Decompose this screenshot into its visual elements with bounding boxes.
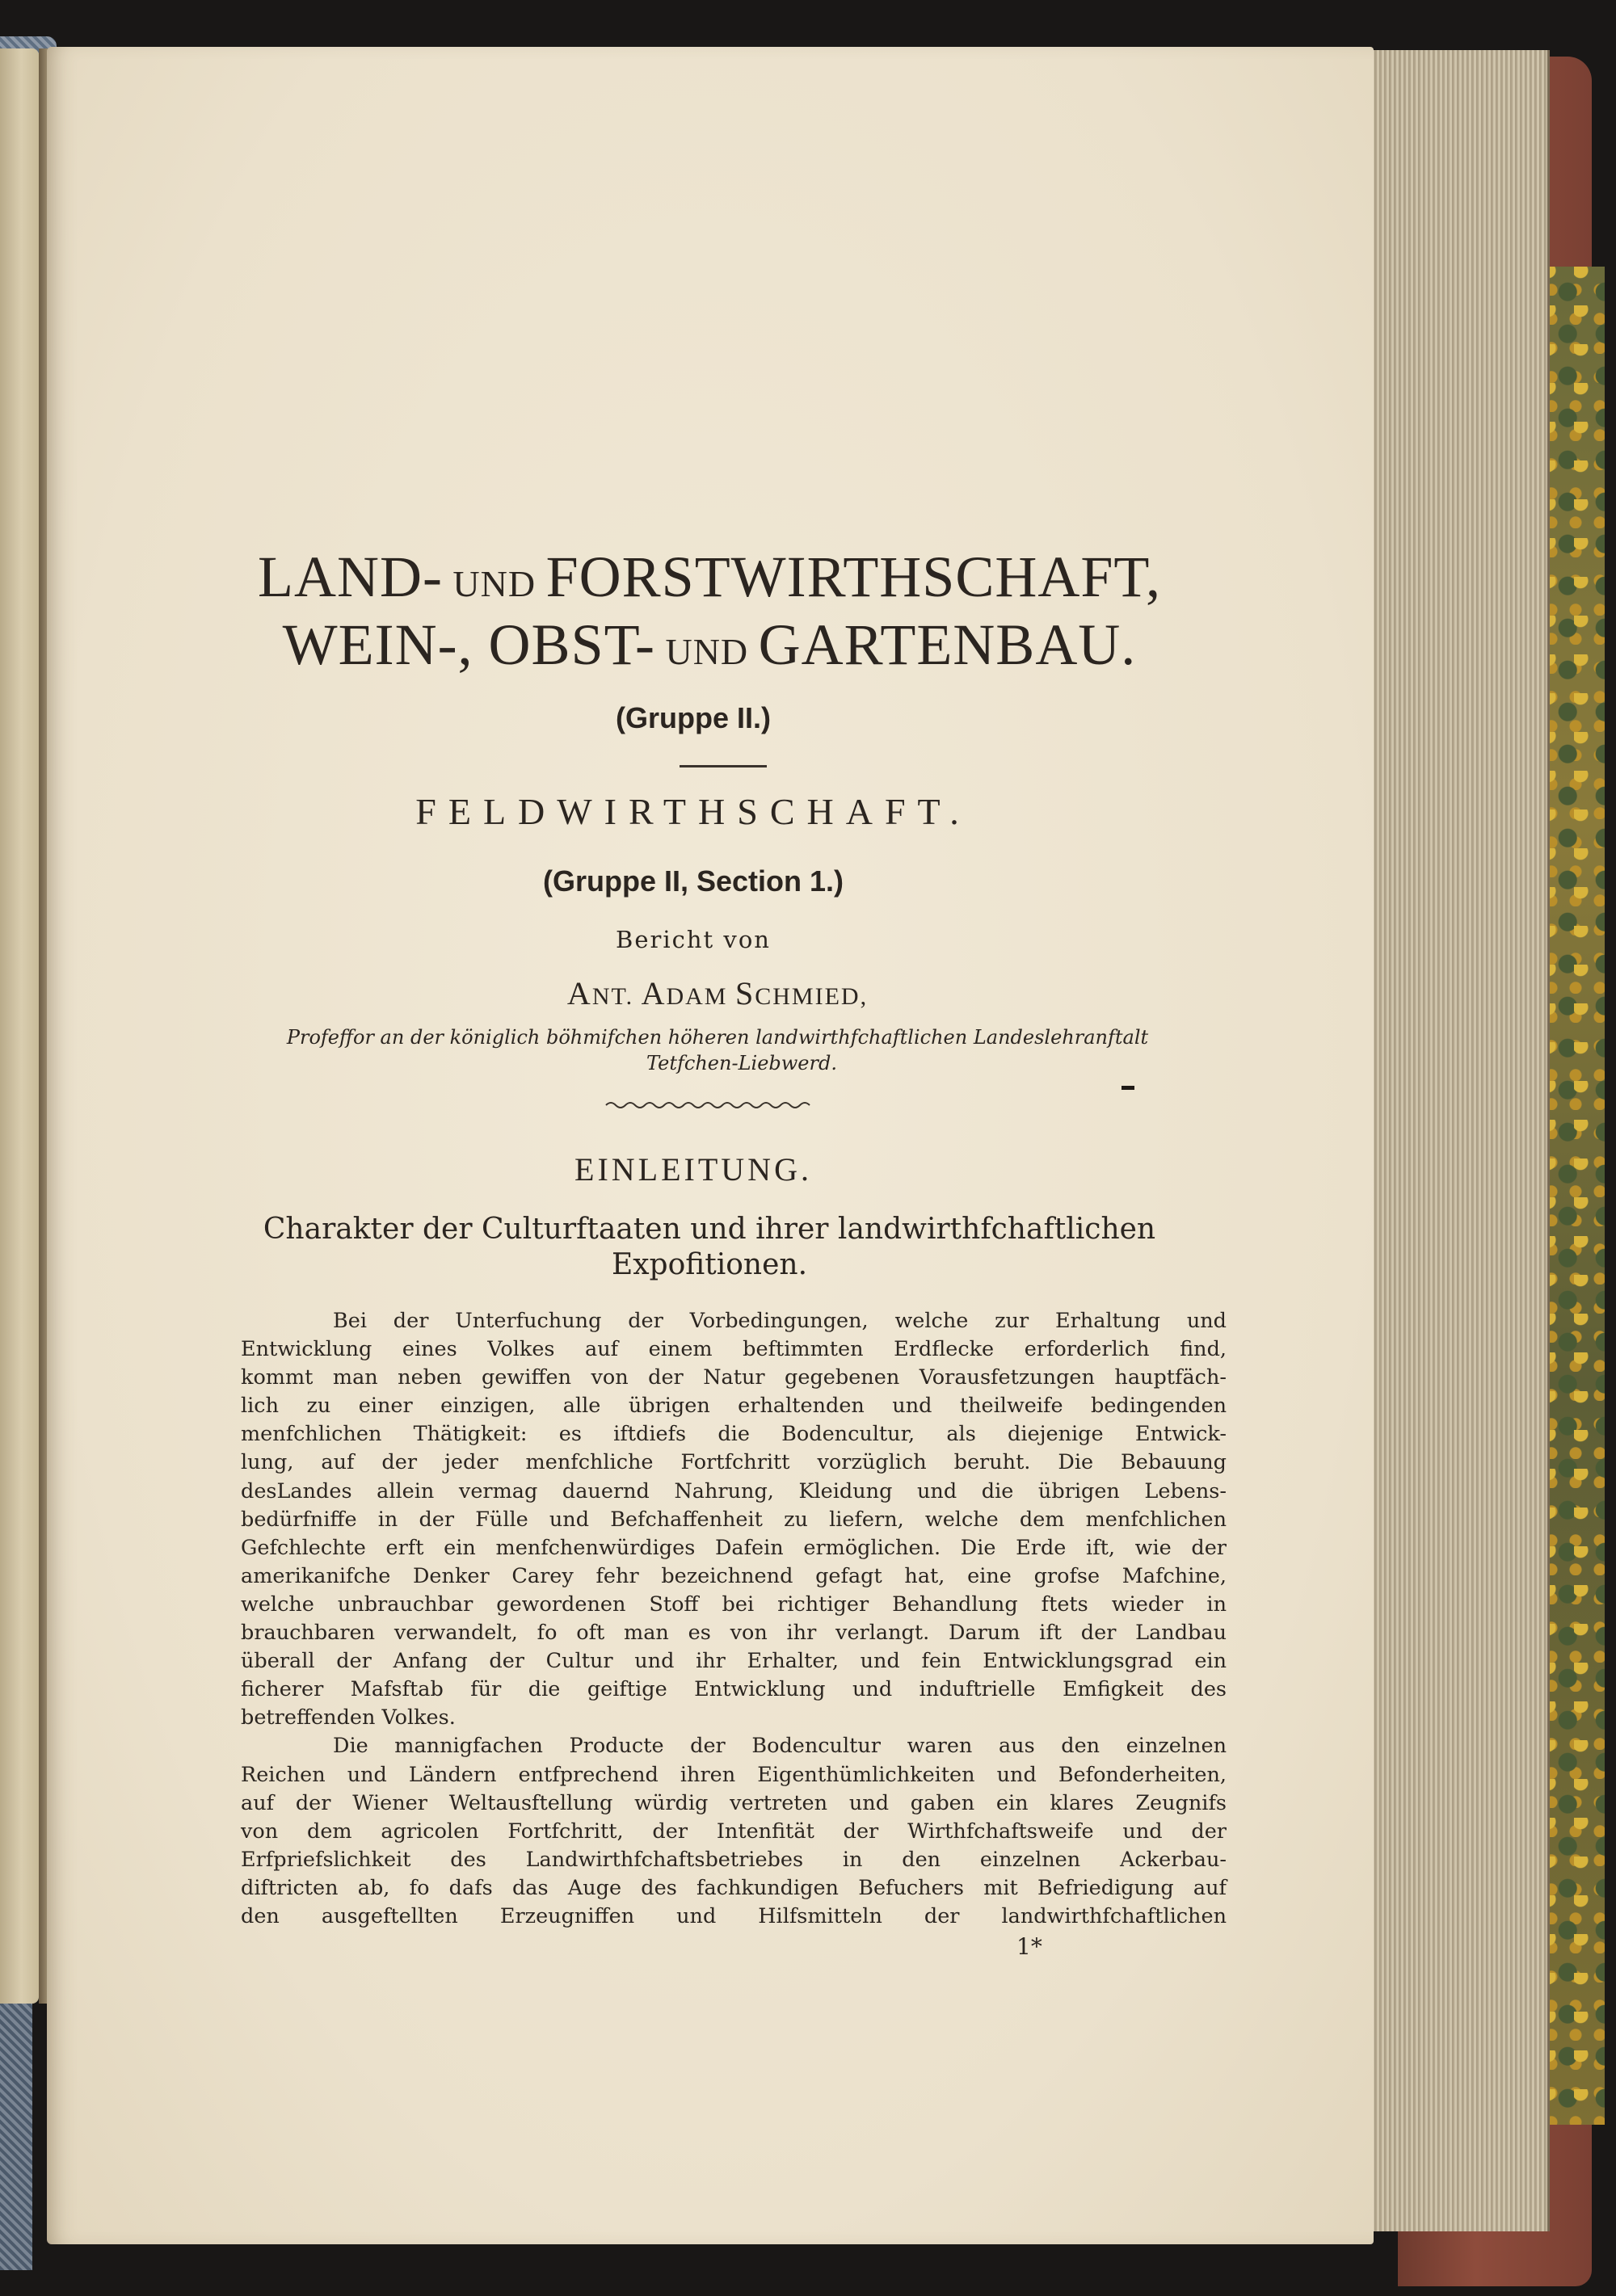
title-segment: GARTENBAU.: [758, 612, 1137, 677]
text-line: desLandes allein vermag dauernd Nahrung, Kleidung und die übrigen Lebens-: [241, 1478, 1227, 1503]
text-line: lich zu einer einzigen, alle übrigen erhaltenden und theilweife bedingenden: [241, 1394, 1227, 1419]
text-line: welche unbrauchbar gewordenen Stoff bei richtiger Behandlung ftets wieder in: [241, 1592, 1227, 1617]
title-segment: A: [641, 975, 667, 1011]
text-line: auf der Wiener Weltausftellung würdig vertreten und gaben ein klares Zeugnifs: [241, 1790, 1227, 1815]
text-line: Entwicklung eines Volkes auf einem beftimmten Erdflecke erforderlich find,: [241, 1337, 1227, 1362]
body-text: [241, 1307, 1227, 1931]
small-caps-segment: CHMIED,: [755, 983, 869, 1010]
title-segment: S: [734, 975, 755, 1011]
text-line: kommt man neben gewiffen von der Natur gegebenen Vorausfetzungen hauptfäch-: [241, 1365, 1227, 1390]
subtitle: FELDWIRTHSCHAFT.: [415, 791, 971, 832]
text-line: von dem agricolen Fortfchritt, der Intenfität der Wirthfchaftsweife und der: [241, 1819, 1227, 1844]
text-line: amerikanifche Denker Carey fehr bezeichnend gefagt hat, eine grofse Mafchine,: [241, 1563, 1227, 1588]
left-page-edge: [0, 48, 39, 2004]
text-line: brauchbaren verwandelt, fo oft man es von ihr verlangt. Darum ift der Landbau: [241, 1621, 1227, 1646]
title-segment: FORSTWIRTHSCHAFT,: [545, 545, 1162, 609]
ink-mark: [1122, 1086, 1134, 1090]
section-label: (Gruppe II, Section 1.): [542, 864, 844, 898]
section-heading: EINLEITUNG.: [574, 1151, 812, 1188]
wavy-ornament: [604, 1097, 814, 1113]
small-caps-segment: DAM: [666, 983, 735, 1010]
text-line: betreffenden Volkes.: [241, 1705, 456, 1730]
main-title-line-2: [176, 612, 1243, 684]
title-divider: [680, 765, 767, 767]
small-caps-segment: UND: [442, 563, 546, 604]
small-caps-segment: NT.: [591, 983, 642, 1010]
text-line: bedürfniffe in der Fülle und Befchaffenheit zu liefern, welche dem menfchlichen: [241, 1507, 1227, 1532]
chapter-title-line-2: Expofitionen.: [611, 1248, 808, 1281]
text-line: ficherer Mafsftab für die geiftige Entwicklung und induftrielle Emfigkeit des: [241, 1677, 1227, 1702]
chapter-title-line-1: Charakter der Culturftaaten und ihrer landwirthfchaftlichen: [263, 1213, 1156, 1246]
title-segment: WEIN-, OBST-: [282, 612, 655, 677]
left-cover-cloth-lower: [0, 2004, 32, 2270]
text-line: Die mannigfachen Producte der Bodencultur waren aus den einzelnen: [333, 1734, 1227, 1759]
text-line: Reichen und Ländern entfprechend ihren Eigenthümlichkeiten und Befonderheiten,: [241, 1762, 1227, 1787]
page-number: 1*: [1016, 1933, 1042, 1960]
text-line: den ausgeftellten Erzeugniffen und Hilfsmitteln der landwirthfchaftlichen: [241, 1903, 1227, 1928]
text-line: lung, auf der jeder menfchliche Fortfchritt vorzüglich beruht. Die Bebauung: [241, 1450, 1227, 1475]
text-line: Gefchlechte erft ein menfchenwürdiges Dafein ermöglichen. Die Erde ift, wie der: [241, 1535, 1227, 1560]
group-label: (Gruppe II.): [616, 701, 771, 734]
title-segment: LAND-: [257, 545, 443, 609]
main-title-line-1: [176, 545, 1243, 616]
author-affiliation-line-1: Profeffor an der königlich böhmifchen höheren landwirthfchaftlichen Landeslehranftalt: [286, 1026, 1149, 1049]
author-affiliation-line-2: Tetfchen-Liebwerd.: [646, 1052, 837, 1074]
text-line: Erfpriefslichkeit des Landwirthfchaftsbetriebes in den einzelnen Ackerbau-: [241, 1847, 1227, 1872]
document-page: [47, 47, 1374, 2244]
title-segment: A: [566, 975, 592, 1011]
text-line: diftricten ab, fo dafs das Auge des fachkundigen Befuchers mit Befriedigung auf: [241, 1875, 1227, 1900]
page-edges: [1366, 50, 1550, 2231]
text-line: Bei der Unterfuchung der Vorbedingungen, welche zur Erhaltung und: [333, 1309, 1227, 1333]
author-name: [354, 974, 1081, 1012]
report-by-label: Bericht von: [616, 926, 771, 953]
small-caps-segment: UND: [654, 631, 759, 672]
text-line: menfchlichen Thätigkeit: es iftdiefs die Bodencultur, als diejenige Entwick-: [241, 1422, 1227, 1447]
text-line: überall der Anfang der Cultur und ihr Erhalter, und fein Entwicklungsgrad ein: [241, 1649, 1227, 1674]
